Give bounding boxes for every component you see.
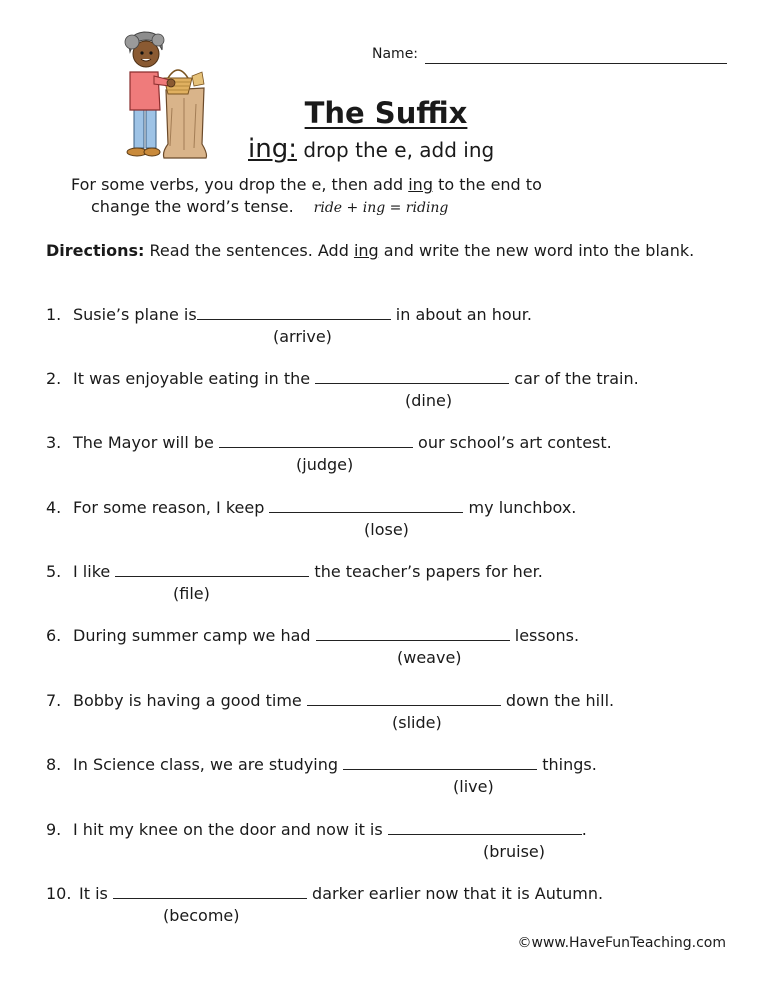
copyright-footer: ©www.HaveFunTeaching.com: [517, 935, 726, 951]
question-number: 3.: [46, 433, 62, 452]
intro-line-2: [91, 197, 448, 216]
question-7-hint: (slide): [392, 713, 442, 732]
question-4: [46, 498, 576, 517]
question-text: Bobby is having a good time: [73, 691, 307, 710]
question-number: 2.: [46, 369, 62, 388]
answer-blank[interactable]: [113, 884, 307, 899]
question-text-end: things.: [537, 755, 597, 774]
question-7: [46, 691, 614, 710]
answer-blank[interactable]: [197, 305, 391, 320]
intro-text-end: to the end to: [432, 175, 542, 194]
girl-with-basket-illustration: [108, 28, 220, 160]
answer-blank[interactable]: [343, 755, 537, 770]
worksheet-title: The Suffix: [304, 96, 468, 130]
question-text: The Mayor will be: [73, 433, 219, 452]
question-text-end: car of the train.: [509, 369, 639, 388]
question-text: It was enjoyable eating in the: [73, 369, 316, 388]
question-text: Susie’s plane is: [73, 305, 197, 324]
intro-text-2: change the word’s tense.: [91, 197, 294, 216]
suffix-rule: drop the e, add ing: [303, 138, 495, 162]
question-10: [46, 884, 603, 903]
question-number: 1.: [46, 305, 62, 324]
directions-text: Read the sentences. Add: [144, 241, 354, 260]
answer-blank[interactable]: [315, 369, 509, 384]
question-3-hint: (judge): [296, 455, 354, 474]
question-text: I hit my knee on the door and now it is: [73, 820, 388, 839]
question-number: 9.: [46, 820, 62, 839]
question-4-hint: (lose): [364, 520, 409, 539]
question-1-hint: (arrive): [273, 327, 332, 346]
directions-text-end: and write the new word into the blank.: [378, 241, 695, 260]
question-2: [46, 369, 639, 388]
question-number: 8.: [46, 755, 62, 774]
question-text-end: in about an hour.: [390, 305, 532, 324]
intro-example: ride + ing = riding: [313, 200, 449, 216]
intro-suffix: ing: [408, 175, 433, 194]
question-8-hint: (live): [453, 777, 494, 796]
question-1: [46, 305, 532, 324]
answer-blank[interactable]: [388, 820, 582, 835]
question-5-hint: (file): [173, 584, 210, 603]
answer-blank[interactable]: [115, 562, 309, 577]
question-10-hint: (become): [163, 906, 240, 925]
name-field-line[interactable]: [425, 63, 727, 64]
question-9: [46, 820, 587, 839]
question-number: 4.: [46, 498, 62, 517]
question-text-end: .: [581, 820, 587, 839]
question-text-end: lessons.: [509, 626, 580, 645]
directions-suffix: ing: [353, 241, 379, 260]
question-text: In Science class, we are studying: [73, 755, 344, 774]
answer-blank[interactable]: [219, 433, 413, 448]
worksheet-subtitle: [248, 134, 494, 164]
question-8: [46, 755, 597, 774]
question-2-hint: (dine): [405, 391, 453, 410]
name-label: Name:: [372, 46, 419, 62]
question-3: [46, 433, 612, 452]
question-text-end: my lunchbox.: [463, 498, 577, 517]
question-text-end: down the hill.: [500, 691, 615, 710]
answer-blank[interactable]: [269, 498, 463, 513]
question-text: During summer camp we had: [73, 626, 316, 645]
question-number: 10.: [46, 884, 72, 903]
question-text-end: the teacher’s papers for her.: [309, 562, 543, 581]
question-number: 6.: [46, 626, 62, 645]
answer-blank[interactable]: [316, 626, 510, 641]
suffix-label: ing:: [248, 134, 297, 164]
question-number: 5.: [46, 562, 62, 581]
question-5: [46, 562, 543, 581]
question-text-end: our school’s art contest.: [412, 433, 612, 452]
question-text: It is: [79, 884, 113, 903]
directions-label: Directions:: [46, 241, 145, 260]
question-6: [46, 626, 579, 645]
question-text: For some reason, I keep: [73, 498, 270, 517]
answer-blank[interactable]: [307, 691, 501, 706]
question-text: I like: [73, 562, 116, 581]
intro-text: For some verbs, you drop the e, then add: [71, 175, 409, 194]
question-6-hint: (weave): [397, 648, 462, 667]
question-number: 7.: [46, 691, 62, 710]
question-text-end: darker earlier now that it is Autumn.: [306, 884, 604, 903]
question-9-hint: (bruise): [483, 842, 545, 861]
intro-line-1: [71, 175, 542, 194]
directions: [46, 240, 706, 261]
